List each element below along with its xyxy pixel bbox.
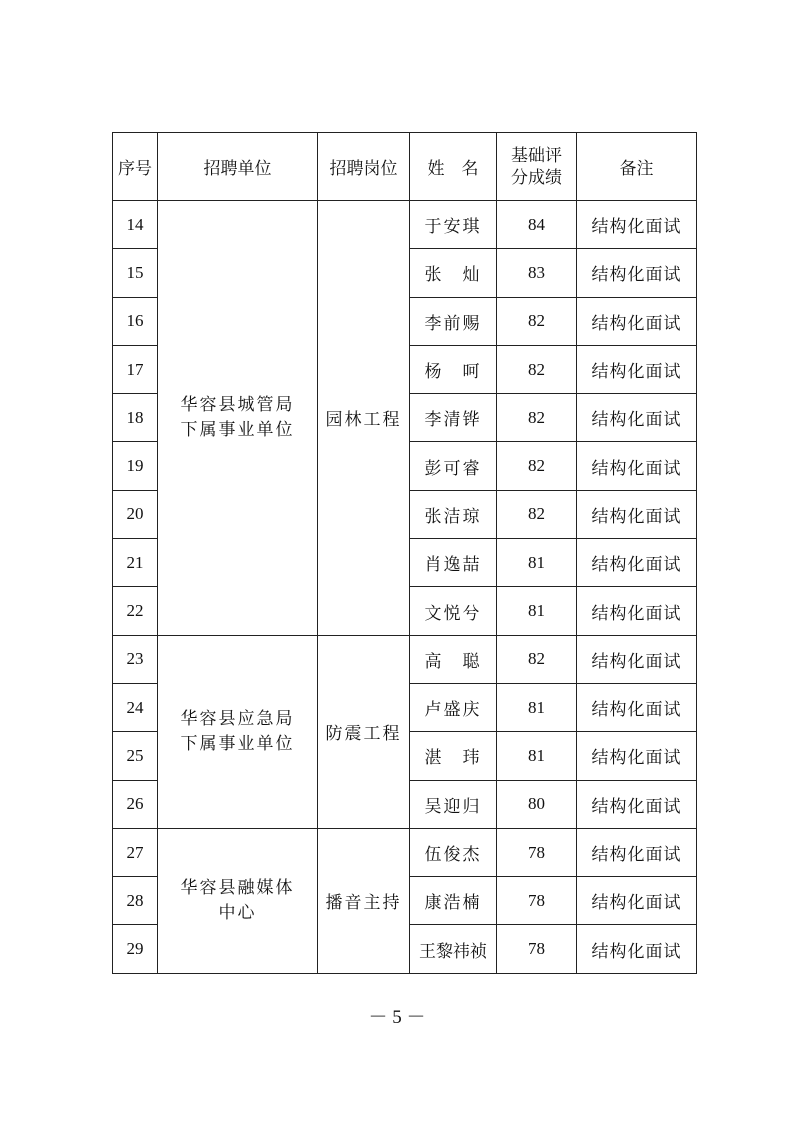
base-score: 82 <box>497 442 577 490</box>
row-index: 22 <box>113 587 158 635</box>
remark: 结构化面试 <box>577 490 697 538</box>
row-index: 27 <box>113 828 158 876</box>
remark: 结构化面试 <box>577 587 697 635</box>
recruiting-post: 播音主持 <box>318 828 410 973</box>
candidate-name: 彭可睿 <box>410 442 497 490</box>
candidate-name: 康浩楠 <box>410 877 497 925</box>
candidate-name: 吴迎归 <box>410 780 497 828</box>
header-score <box>497 133 577 201</box>
row-index: 14 <box>113 201 158 249</box>
page-number: － 5 － <box>368 1007 426 1028</box>
unit-line2: 下属事业单位 <box>180 733 295 754</box>
row-index: 24 <box>113 683 158 731</box>
remark: 结构化面试 <box>577 249 697 297</box>
base-score: 81 <box>497 732 577 780</box>
row-index: 18 <box>113 394 158 442</box>
remark: 结构化面试 <box>577 297 697 345</box>
candidate-name: 李清铧 <box>410 394 497 442</box>
recruiting-post: 园林工程 <box>318 201 410 636</box>
unit-line2: 中心 <box>218 902 257 923</box>
base-score: 78 <box>497 925 577 973</box>
candidate-name: 张洁琼 <box>410 490 497 538</box>
base-score: 78 <box>497 877 577 925</box>
recruiting-post: 防震工程 <box>318 635 410 828</box>
table-row <box>113 828 697 876</box>
base-score: 81 <box>497 587 577 635</box>
remark: 结构化面试 <box>577 828 697 876</box>
base-score: 82 <box>497 635 577 683</box>
base-score: 82 <box>497 297 577 345</box>
row-index: 28 <box>113 877 158 925</box>
row-index: 23 <box>113 635 158 683</box>
base-score: 83 <box>497 249 577 297</box>
remark: 结构化面试 <box>577 732 697 780</box>
row-index: 16 <box>113 297 158 345</box>
remark: 结构化面试 <box>577 780 697 828</box>
remark: 结构化面试 <box>577 925 697 973</box>
row-index: 29 <box>113 925 158 973</box>
remark: 结构化面试 <box>577 539 697 587</box>
base-score: 81 <box>497 539 577 587</box>
header-post: 招聘岗位 <box>318 133 410 201</box>
recruiting-unit <box>158 201 318 636</box>
remark: 结构化面试 <box>577 635 697 683</box>
candidate-name: 王黎祎祯 <box>410 925 497 973</box>
candidate-name: 湛 玮 <box>410 732 497 780</box>
candidate-name: 卢盛庆 <box>410 683 497 731</box>
candidate-name: 张 灿 <box>410 249 497 297</box>
header-note: 备注 <box>577 133 697 201</box>
base-score: 82 <box>497 345 577 393</box>
candidate-name: 肖逸喆 <box>410 539 497 587</box>
header-name: 姓 名 <box>410 133 497 201</box>
row-index: 19 <box>113 442 158 490</box>
base-score: 84 <box>497 201 577 249</box>
remark: 结构化面试 <box>577 877 697 925</box>
candidate-name: 文悦兮 <box>410 587 497 635</box>
table-row <box>113 201 697 249</box>
recruiting-unit <box>158 828 318 973</box>
unit-line2: 下属事业单位 <box>180 419 295 440</box>
header-score-line1: 基础评 <box>511 145 562 166</box>
row-index: 20 <box>113 490 158 538</box>
header-unit: 招聘单位 <box>158 133 318 201</box>
row-index: 26 <box>113 780 158 828</box>
row-index: 17 <box>113 345 158 393</box>
remark: 结构化面试 <box>577 442 697 490</box>
header-score-line2: 分成绩 <box>511 167 562 188</box>
table-header-row <box>113 133 697 201</box>
base-score: 80 <box>497 780 577 828</box>
row-index: 25 <box>113 732 158 780</box>
candidate-name: 杨 呵 <box>410 345 497 393</box>
remark: 结构化面试 <box>577 201 697 249</box>
row-index: 21 <box>113 539 158 587</box>
base-score: 82 <box>497 394 577 442</box>
base-score: 82 <box>497 490 577 538</box>
unit-line1: 华容县融媒体 <box>180 877 295 898</box>
table-row <box>113 635 697 683</box>
candidate-name: 于安琪 <box>410 201 497 249</box>
unit-line1: 华容县城管局 <box>180 394 295 415</box>
remark: 结构化面试 <box>577 394 697 442</box>
candidate-name: 李前赐 <box>410 297 497 345</box>
unit-line1: 华容县应急局 <box>180 708 295 729</box>
recruiting-unit <box>158 635 318 828</box>
row-index: 15 <box>113 249 158 297</box>
header-index: 序号 <box>113 133 158 201</box>
base-score: 78 <box>497 828 577 876</box>
base-score: 81 <box>497 683 577 731</box>
remark: 结构化面试 <box>577 683 697 731</box>
results-table <box>112 132 697 974</box>
remark: 结构化面试 <box>577 345 697 393</box>
candidate-name: 高 聪 <box>410 635 497 683</box>
candidate-name: 伍俊杰 <box>410 828 497 876</box>
